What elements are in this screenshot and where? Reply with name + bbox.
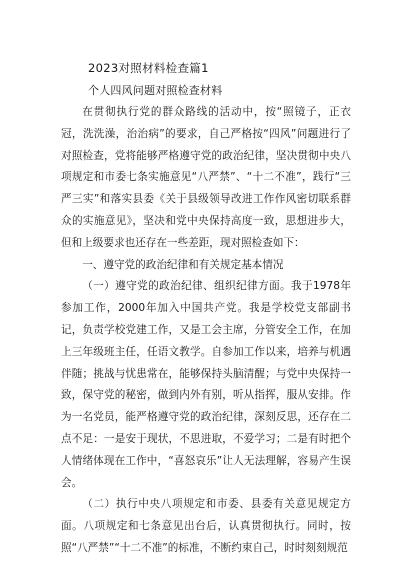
paragraph-intro: 在贯彻执行党的群众路线的活动中，按“照镜子，正衣冠，洗洗澡，治治病”的要求，自己严格按“四风”问题进行了对照检查，党将能够严格遵守党的政治纪律，坚决贯彻中央八项规定和市委七条实施意见“八严禁”、“十二不准”，践行“三严三实”和落实县委《关于县级领导改进工作作风密切联系群众的实施意见》，坚决和党中央保持高度一致，思想进步大，但和上级要求也还存在一些差距，现对照检查如下： (61, 106, 351, 249)
document-body (61, 102, 351, 560)
document-subtitle: 个人四风问题对照检查材料 (88, 84, 223, 97)
paragraph-regulations: （二）执行中央八项规定和市委、县委有关意见规定方面。八项规定和七条意见出台后，认真贯彻执行。同时，按照“八严禁”“十二不准”的标准，不断约束自己，时时刻刻规范 (61, 498, 351, 554)
section-heading: 一、遵守党的政治纪律和有关规定基本情况 (82, 258, 284, 271)
paragraph-discipline: （一）遵守党的政治纪律、组织纪律方面。我于1978年参加工作，2000年加入中国共产党。我是学校党支部副书记，负责学校党建工作，又是工会主席，分管安全工作，在加上三年级班主任，任语文教学。自参加工作以来，培养与机遇伴随；挑战与忧患常在，能够保持头脑清醒；与党中央保持一致，保守党的秘密，做到内外有别，听从指挥，服从安排。作为一名党员，能严格遵守党的政治纪律，深刻反思，还存在二点不足：一是安于现状，不思进取，不爱学习；二是有时把个人情绪体现在工作中，“喜怒哀乐”让人无法理解，容易产生误会。 (61, 280, 351, 489)
document-title: 2023对照材料检查篇1 (88, 61, 209, 75)
